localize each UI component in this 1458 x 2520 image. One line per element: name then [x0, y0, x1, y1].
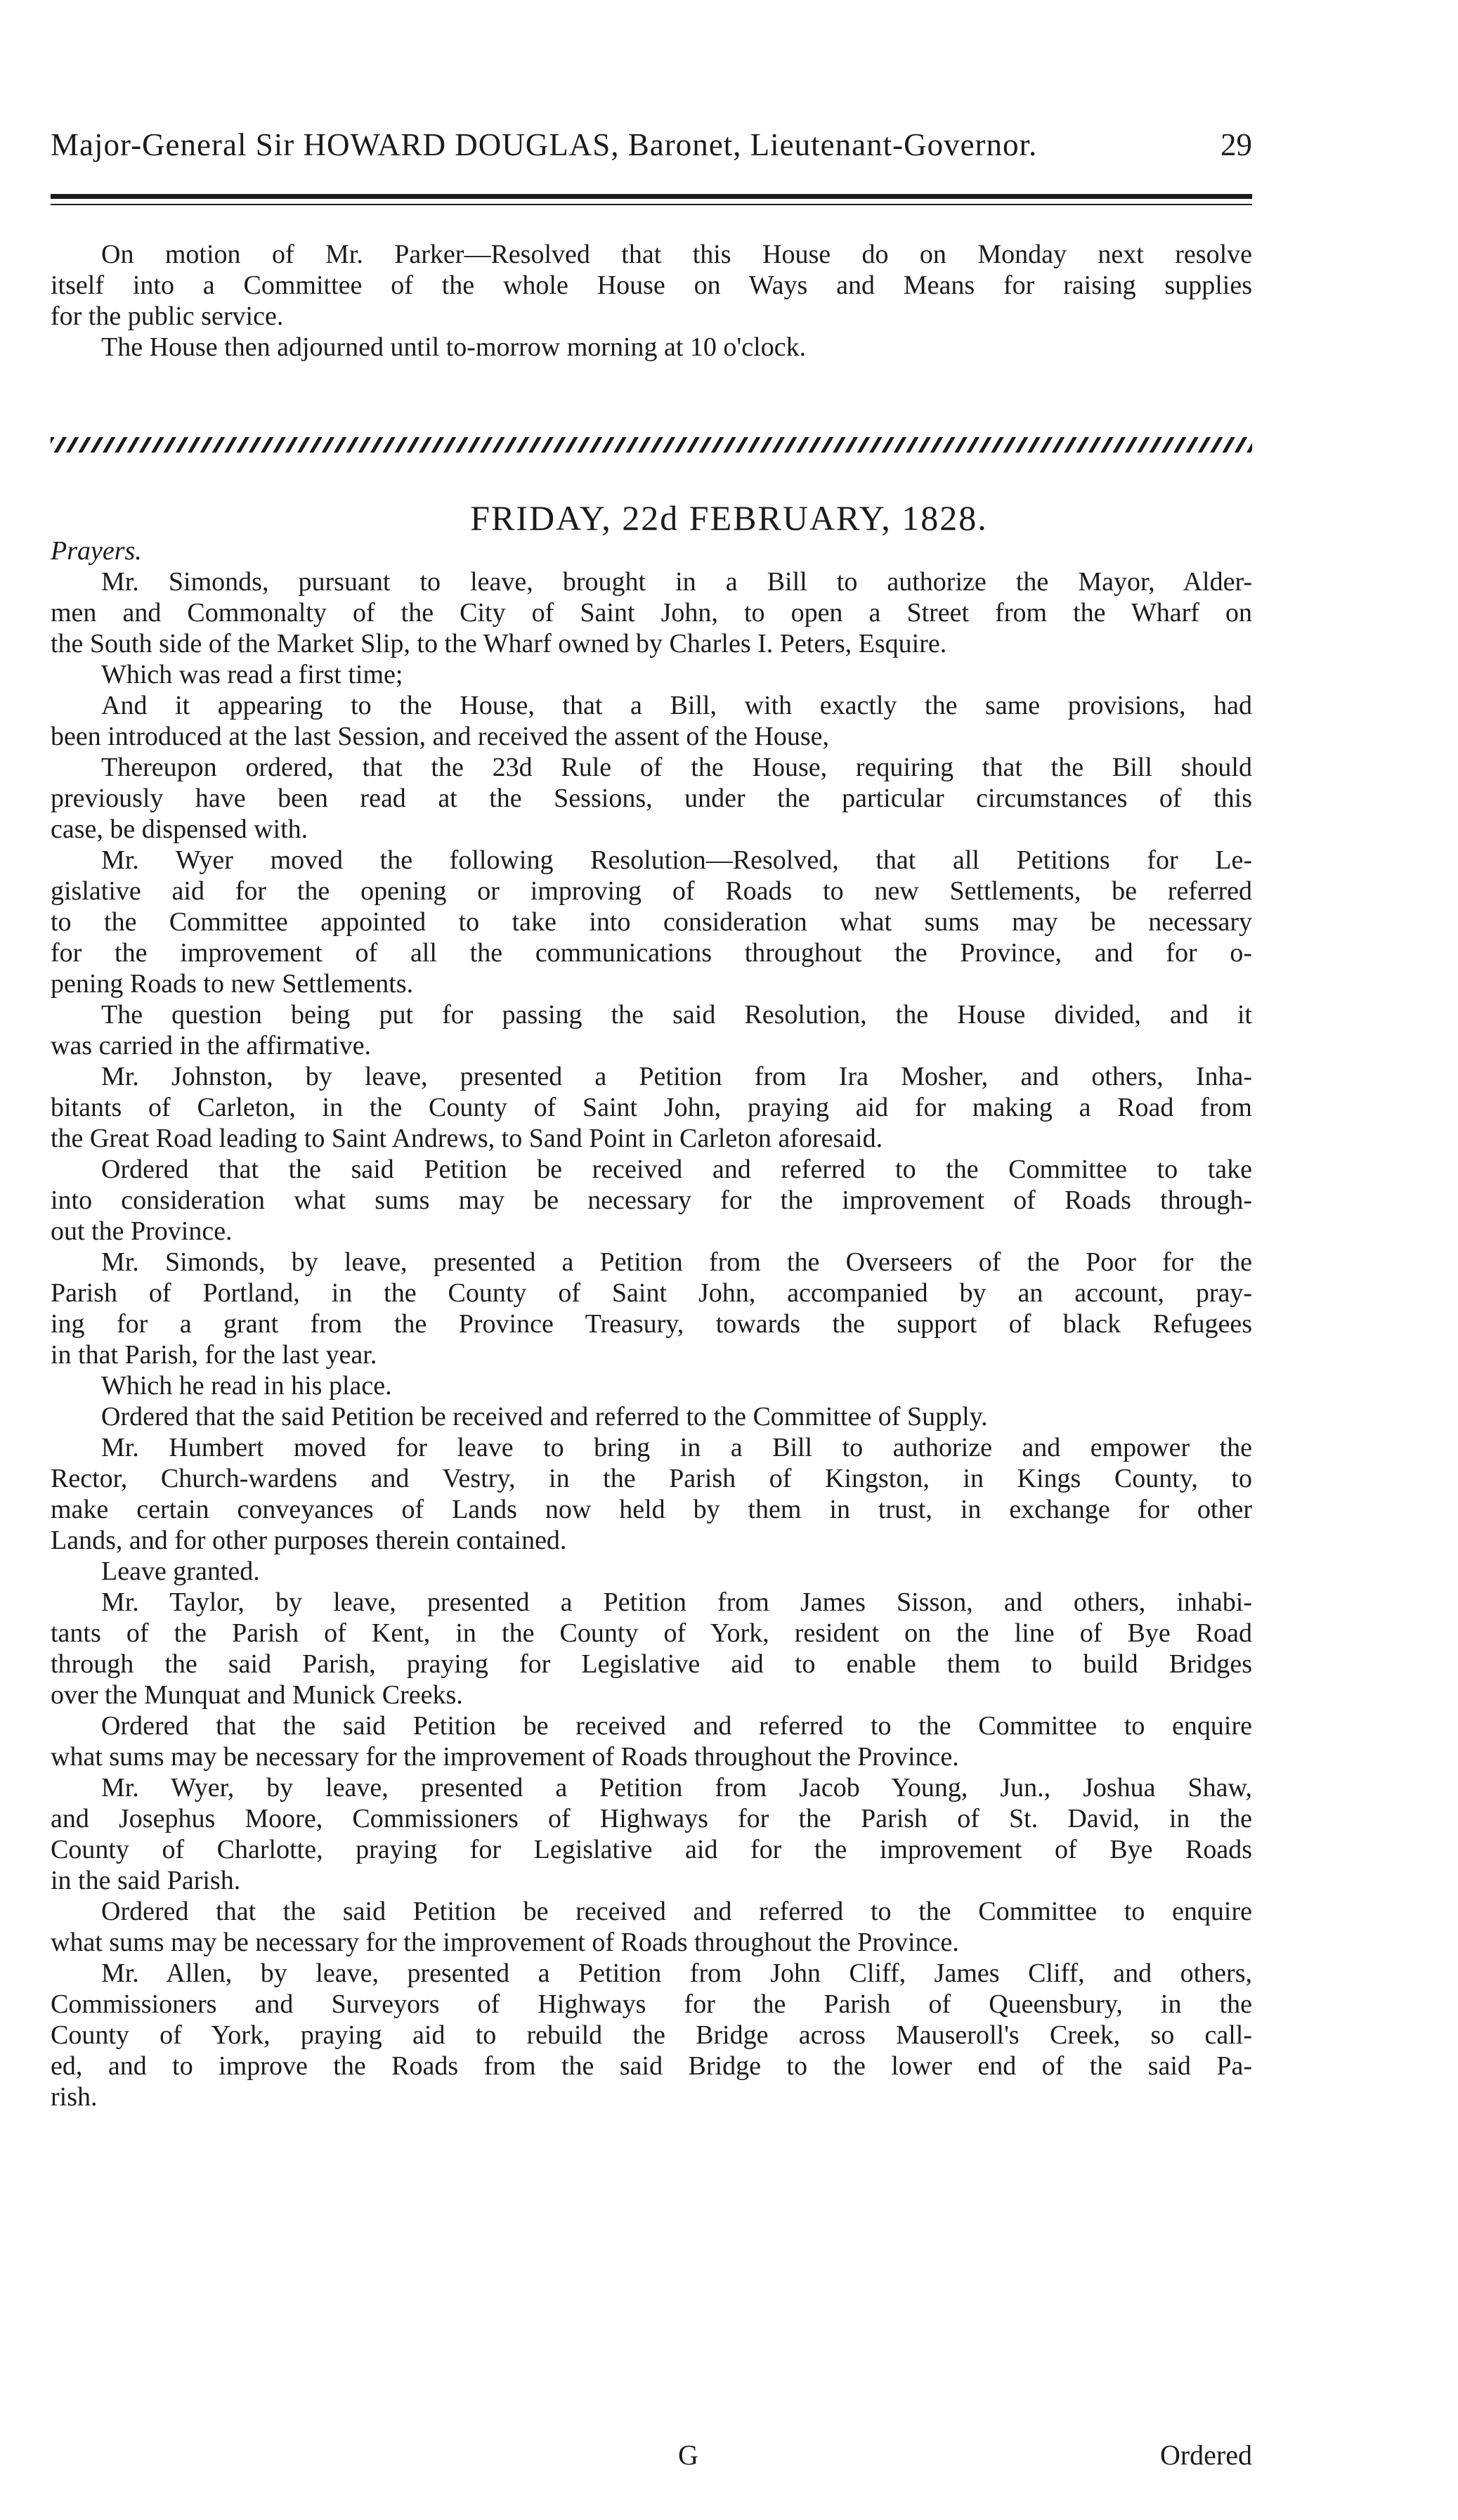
text-line: been introduced at the last Session, and received the assent of the House, — [51, 722, 829, 751]
text-line: into consideration what sums may be necessary for the improvement of Roads through- — [51, 1186, 1252, 1215]
paragraph — [51, 1587, 1252, 1710]
proceedings-body — [51, 535, 1252, 2112]
text-line: County of Charlotte, praying for Legislative aid for the improvement of Bye Roads — [51, 1835, 1252, 1864]
paragraph — [51, 566, 1252, 659]
text-line: what sums may be necessary for the improvement of Roads throughout the Province. — [51, 1742, 959, 1772]
text-line: Ordered that the said Petition be received and referred to the Committee of Supply. — [101, 1402, 988, 1431]
text-line: Mr. Wyer moved the following Resolution—Resolved, that all Petitions for Le- — [101, 845, 1252, 875]
paragraph — [51, 239, 1252, 332]
text-line: Rector, Church-wardens and Vestry, in the Parish of Kingston, in Kings County, to — [51, 1464, 1252, 1493]
text-line: for the improvement of all the communications throughout the Province, and for o- — [51, 938, 1252, 968]
text-line: Mr. Simonds, by leave, presented a Petition from the Overseers of the Poor for the — [101, 1247, 1252, 1277]
paragraph — [51, 1154, 1252, 1247]
paragraph — [51, 332, 1252, 363]
text-line: Ordered that the said Petition be received and referred to the Committee to take — [101, 1155, 1252, 1184]
previous-day-proceedings — [51, 239, 1252, 363]
text-line: make certain conveyances of Lands now held by them in trust, in exchange for other — [51, 1495, 1252, 1524]
text-line: in the said Parish. — [51, 1866, 241, 1895]
header-rule-thick — [51, 194, 1252, 199]
text-line: was carried in the affirmative. — [51, 1031, 372, 1060]
text-line: Thereupon ordered, that the 23d Rule of the House, requiring that the Bill should — [101, 753, 1252, 782]
paragraph — [51, 752, 1252, 845]
text-line: On motion of Mr. Parker—Resolved that this House do on Monday next resolve — [101, 240, 1252, 269]
date-heading: FRIDAY, 22d FEBRUARY, 1828. — [470, 498, 988, 538]
paragraph — [51, 1772, 1252, 1896]
paragraph — [51, 1401, 1252, 1432]
prayers-heading: Prayers. — [51, 536, 142, 566]
signature-mark: G — [678, 2439, 698, 2471]
text-line: in that Parish, for the last year. — [51, 1340, 377, 1370]
text-line: over the Munquat and Munick Creeks. — [51, 1680, 463, 1710]
text-line: Mr. Allen, by leave, presented a Petition from John Cliff, James Cliff, and others, — [101, 1959, 1252, 1988]
text-line: Lands, and for other purposes therein contained. — [51, 1526, 567, 1555]
page-number: 29 — [1221, 127, 1252, 162]
page-foot — [51, 2438, 1252, 2472]
text-line: ing for a grant from the Province Treasury, towards the support of black Refugees — [51, 1309, 1252, 1339]
text-line: to the Committee appointed to take into consideration what sums may be necessary — [51, 907, 1252, 937]
text-line: Ordered that the said Petition be received and referred to the Committee to enquire — [101, 1711, 1252, 1741]
text-line: bitants of Carleton, in the County of Saint John, praying aid for making a Road from — [51, 1093, 1252, 1122]
catchword: Ordered — [1159, 2439, 1252, 2471]
text-line: Which was read a first time; — [101, 660, 403, 689]
paragraph — [51, 1710, 1252, 1772]
running-head-title: Major-General Sir HOWARD DOUGLAS, Baronet, Lieutenant-Governor. — [51, 127, 1038, 162]
text-line: the South side of the Market Slip, to the Wharf owned by Charles I. Peters, Esquire. — [51, 629, 947, 658]
header-rule-thin — [51, 204, 1252, 205]
paragraph — [51, 1247, 1252, 1370]
text-line: gislative aid for the opening or improving of Roads to new Settlements, be referred — [51, 876, 1252, 906]
text-line: through the said Parish, praying for Legislative aid to enable them to build Bridges — [51, 1649, 1252, 1679]
text-line: Which he read in his place. — [101, 1371, 392, 1401]
text-line: Mr. Wyer, by leave, presented a Petition from Jacob Young, Jun., Joshua Shaw, — [101, 1773, 1252, 1803]
text-line: Mr. Taylor, by leave, presented a Petition from James Sisson, and others, inhabi- — [101, 1587, 1252, 1617]
running-head — [51, 126, 1252, 163]
ornamental-divider — [51, 437, 1252, 453]
text-line: The question being put for passing the said Resolution, the House divided, and it — [101, 1000, 1252, 1030]
paragraph — [51, 1958, 1252, 2112]
text-line: The House then adjourned until to-morrow morning at 10 o'clock. — [101, 332, 807, 362]
text-line: Parish of Portland, in the County of Saint John, accompanied by an account, pray- — [51, 1278, 1252, 1308]
paragraph — [51, 659, 1252, 690]
text-line: Mr. Humbert moved for leave to bring in a Bill to authorize and empower the — [101, 1433, 1252, 1462]
paragraph — [51, 999, 1252, 1061]
text-line: itself into a Committee of the whole House on Ways and Means for raising supplies — [51, 271, 1252, 300]
text-line: Ordered that the said Petition be received and referred to the Committee to enquire — [101, 1897, 1252, 1926]
paragraph — [51, 1556, 1252, 1587]
text-line: And it appearing to the House, that a Bill, with exactly the same provisions, had — [101, 691, 1252, 720]
text-line: tants of the Parish of Kent, in the County of York, resident on the line of Bye Road — [51, 1618, 1252, 1648]
text-line: previously have been read at the Sessions, under the particular circumstances of this — [51, 784, 1252, 813]
text-line: out the Province. — [51, 1216, 233, 1246]
paragraph — [51, 1896, 1252, 1958]
paragraph — [51, 1370, 1252, 1401]
text-line: what sums may be necessary for the improvement of Roads throughout the Province. — [51, 1928, 959, 1957]
text-line: case, be dispensed with. — [51, 814, 308, 844]
text-line: Mr. Johnston, by leave, presented a Petition from Ira Mosher, and others, Inha- — [101, 1062, 1252, 1091]
text-line: and Josephus Moore, Commissioners of Highways for the Parish of St. David, in the — [51, 1804, 1252, 1833]
text-line: pening Roads to new Settlements. — [51, 969, 414, 999]
paragraph — [51, 845, 1252, 999]
text-line: men and Commonalty of the City of Saint John, to open a Street from the Wharf on — [51, 598, 1252, 628]
text-line: Mr. Simonds, pursuant to leave, brought in a Bill to authorize the Mayor, Alder- — [101, 567, 1252, 597]
text-line: County of York, praying aid to rebuild the Bridge across Mauseroll's Creek, so call- — [51, 2020, 1252, 2050]
paragraph — [51, 1432, 1252, 1556]
text-line: ed, and to improve the Roads from the said Bridge to the lower end of the said Pa- — [51, 2051, 1252, 2081]
text-line: rish. — [51, 2082, 98, 2112]
paragraph — [51, 1061, 1252, 1154]
text-line: Leave granted. — [101, 1557, 260, 1586]
paragraph — [51, 690, 1252, 752]
text-line: Commissioners and Surveyors of Highways for the Parish of Queensbury, in the — [51, 1989, 1252, 2019]
text-line: for the public service. — [51, 301, 284, 331]
text-line: the Great Road leading to Saint Andrews, to Sand Point in Carleton aforesaid. — [51, 1124, 883, 1153]
